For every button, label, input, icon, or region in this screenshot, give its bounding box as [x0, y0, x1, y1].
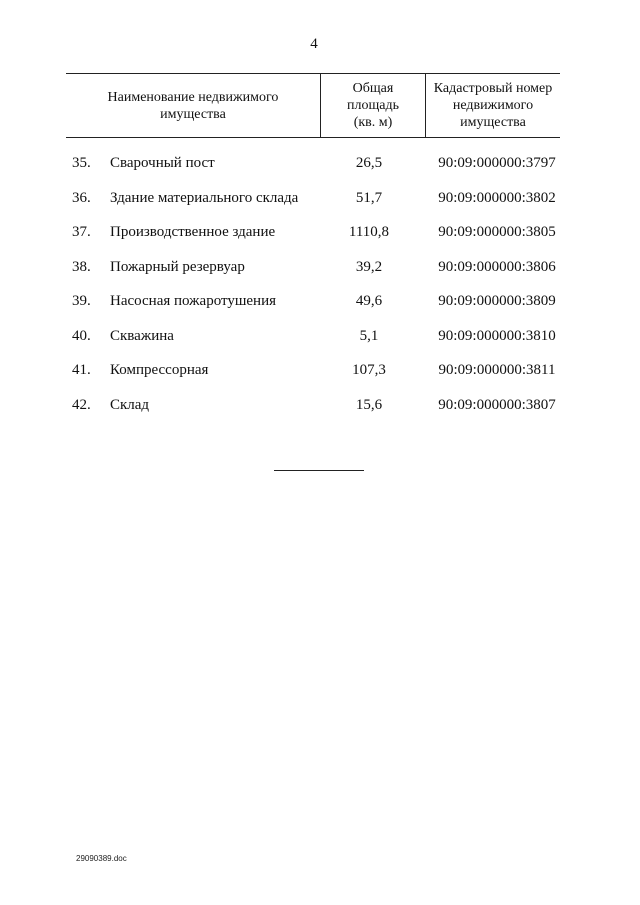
table-row — [0, 324, 640, 359]
property-area: 26,5 — [355, 155, 383, 171]
property-name: Пожарный резервуар — [110, 258, 245, 275]
row-number: 41. — [72, 362, 91, 378]
property-area: 49,6 — [355, 293, 383, 309]
property-area: 107,3 — [352, 362, 386, 378]
header-property-name: Наименование недвижимого имущества — [107, 89, 279, 122]
table-header-bottom-rule — [66, 137, 560, 138]
property-name: Скважина — [110, 327, 174, 344]
cadastral-number: 90:09:000000:3797 — [438, 155, 556, 171]
end-of-table-line — [274, 470, 364, 471]
property-area: 5,1 — [359, 327, 379, 344]
property-name: Производственное здание — [110, 224, 276, 240]
cadastral-number: 90:09:000000:3810 — [438, 327, 556, 344]
property-area: 39,2 — [355, 258, 383, 275]
property-area: 51,7 — [355, 189, 383, 206]
cadastral-number: 90:09:000000:3806 — [438, 258, 556, 275]
cadastral-number: 90:09:000000:3807 — [438, 396, 556, 413]
row-number: 36. — [72, 189, 91, 206]
page-number: 4 — [310, 36, 318, 52]
table-row — [0, 255, 640, 290]
table-row — [0, 220, 640, 255]
cadastral-number: 90:09:000000:3809 — [438, 293, 556, 309]
table-row — [0, 393, 640, 428]
row-number: 42. — [72, 396, 91, 413]
footer-filename: 29090389.doc — [76, 854, 127, 863]
property-area: 15,6 — [355, 396, 383, 413]
row-number: 39. — [72, 293, 91, 309]
row-number: 40. — [72, 327, 91, 344]
property-name: Сварочный пост — [110, 155, 215, 171]
property-name: Компрессорная — [110, 362, 209, 378]
table-row — [0, 358, 640, 393]
property-table-body — [0, 151, 640, 427]
header-total-area: Общая площадь (кв. м) — [347, 81, 399, 130]
property-area: 1110,8 — [348, 224, 390, 240]
cadastral-number: 90:09:000000:3805 — [438, 224, 556, 240]
row-number: 38. — [72, 258, 91, 275]
table-row — [0, 151, 640, 186]
property-name: Насосная пожаротушения — [110, 293, 277, 309]
property-name: Склад — [110, 396, 150, 413]
cadastral-number: 90:09:000000:3802 — [438, 189, 556, 206]
table-row — [0, 186, 640, 221]
row-number: 37. — [72, 224, 91, 240]
cadastral-number: 90:09:000000:3811 — [438, 362, 556, 378]
header-cadastral-number: Кадастровый номер недвижимого имущества — [433, 81, 553, 130]
table-row — [0, 289, 640, 324]
row-number: 35. — [72, 155, 91, 171]
property-name: Здание материального склада — [110, 189, 299, 206]
